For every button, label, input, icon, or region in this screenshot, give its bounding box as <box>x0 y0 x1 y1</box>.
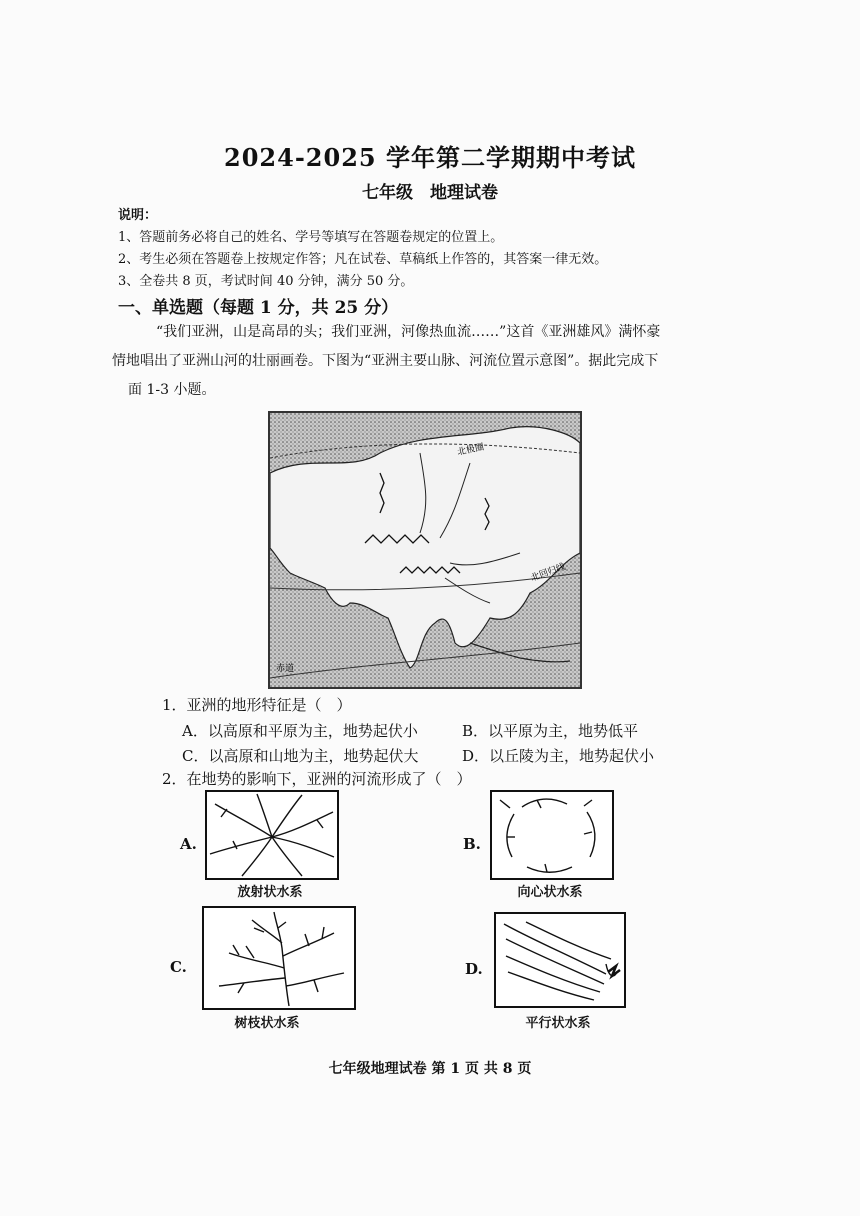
map-label-tropic: 北回归线 <box>529 562 567 584</box>
figure-c-letter[interactable]: C. <box>170 958 187 976</box>
page-footer: 七年级地理试卷 第 1 页 共 8 页 <box>328 1061 532 1077</box>
figure-c-caption: 树枝状水系 <box>234 1016 300 1031</box>
figure-b-letter[interactable]: B. <box>463 835 481 853</box>
asia-map <box>268 411 582 689</box>
section-title: 一、单选题（每题 1 分，共 25 分） <box>118 298 399 318</box>
parallel-drainage-figure[interactable] <box>494 912 626 1008</box>
option-d[interactable]: D．以丘陵为主，地势起伏小 <box>462 747 655 765</box>
intro-line: 情地唱出了亚洲山河的壮丽画卷。下图为“亚洲主要山脉、河流位置示意图”。据此完成下 <box>112 353 659 369</box>
dendritic-drainage-svg <box>204 908 354 1008</box>
centripetal-drainage-svg <box>492 792 612 878</box>
centripetal-drainage-figure[interactable] <box>490 790 614 880</box>
figure-d-caption: 平行状水系 <box>525 1016 591 1031</box>
asia-map-svg <box>270 413 580 687</box>
question-stem: 2．在地势的影响下，亚洲的河流形成了（ ） <box>162 770 472 788</box>
question-stem: 1．亚洲的地形特征是（ ） <box>162 696 352 714</box>
dendritic-drainage-figure[interactable] <box>202 906 356 1010</box>
parallel-drainage-svg <box>496 914 624 1006</box>
map-label-equator: 赤道 <box>276 664 295 674</box>
radial-drainage-figure[interactable] <box>205 790 339 880</box>
instruction-item: 2、考生必须在答题卷上按规定作答；凡在试卷、草稿纸上作答的，其答案一律无效。 <box>118 252 608 267</box>
option-c[interactable]: C．以高原和山地为主，地势起伏大 <box>182 747 419 765</box>
exam-title: 2024-2025 学年第二学期期中考试 <box>224 143 636 172</box>
radial-drainage-svg <box>207 792 337 878</box>
figure-b-caption: 向心状水系 <box>517 885 583 900</box>
figure-d-letter[interactable]: D. <box>465 960 483 978</box>
intro-line: 面 1-3 小题。 <box>128 382 216 398</box>
instructions-heading: 说明： <box>118 208 158 223</box>
map-label-arctic: 北极圈 <box>456 442 486 458</box>
exam-subtitle: 七年级 地理试卷 <box>362 183 498 203</box>
figure-a-letter[interactable]: A. <box>180 835 197 853</box>
intro-line: “我们亚洲，山是高昂的头；我们亚洲，河像热血流……”这首《亚洲雄风》满怀豪 <box>156 324 661 340</box>
instruction-item: 3、全卷共 8 页，考试时间 40 分钟，满分 50 分。 <box>118 274 414 289</box>
option-a[interactable]: A．以高原和平原为主，地势起伏小 <box>182 722 418 740</box>
option-b[interactable]: B．以平原为主，地势低平 <box>462 722 639 740</box>
figure-a-caption: 放射状水系 <box>237 885 303 900</box>
instruction-item: 1、答题前务必将自己的姓名、学号等填写在答题卷规定的位置上。 <box>118 230 504 245</box>
